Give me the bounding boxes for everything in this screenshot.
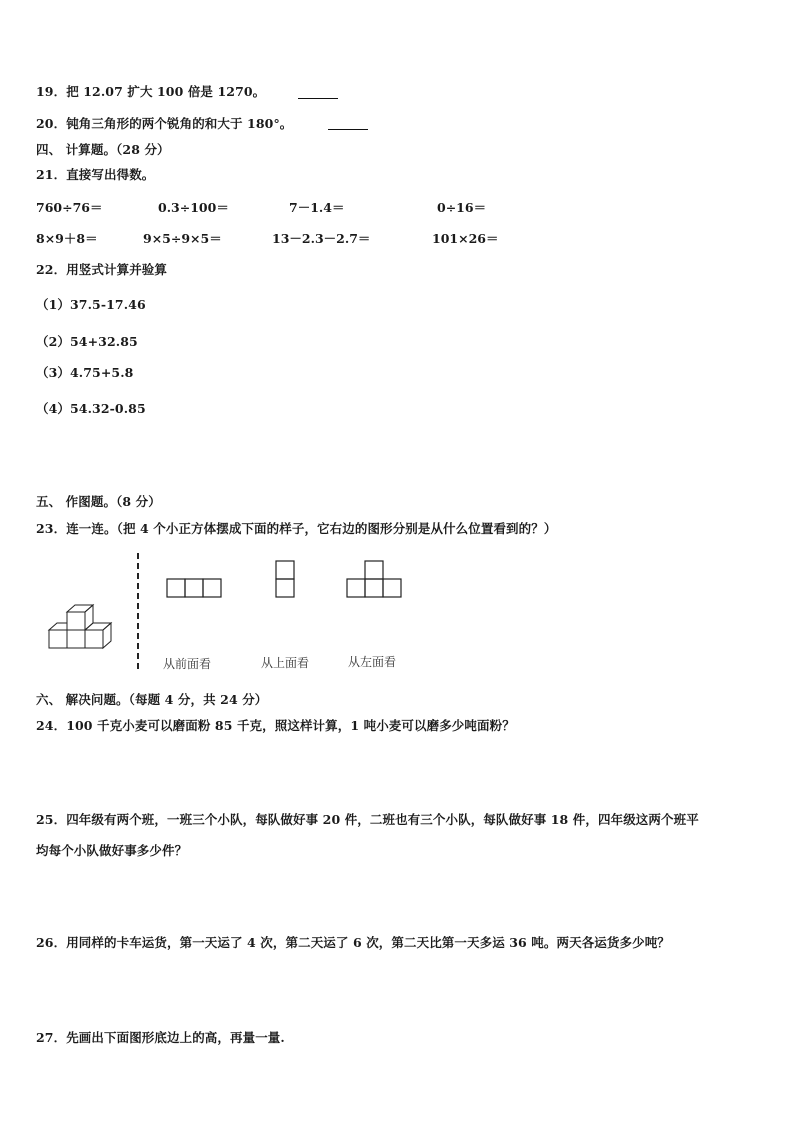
answer-blank-20[interactable] [328, 129, 368, 130]
cube-stack-figure [40, 595, 130, 665]
question-27: 27．先画出下面图形底边上的高，再量一量. [36, 1030, 285, 1045]
section-6-heading: 六、 解决问题。（每题 4 分，共 24 分） [36, 692, 268, 707]
calc-item: 13－2.3－2.7＝ [272, 231, 371, 246]
dashed-divider [136, 553, 140, 670]
calc-item: 8×9＋8＝ [36, 231, 98, 246]
vertical-calc-item: （3）4.75+5.8 [36, 365, 134, 380]
section-5-heading: 五、 作图题。（8 分） [36, 494, 161, 509]
question-23: 23．连一连。（把 4 个小正方体摆成下面的样子，它右边的图形分别是从什么位置看到的？） [36, 521, 557, 536]
calc-item: 101×26＝ [432, 231, 499, 246]
question-20: 20．钝角三角形的两个锐角的和大于 180°。 [36, 116, 293, 131]
calc-item: 0.3÷100＝ [158, 200, 229, 215]
calc-item: 0÷16＝ [437, 200, 487, 215]
view-left-shape [346, 560, 402, 598]
question-19: 19．把 12.07 扩大 100 倍是 1270。 [36, 84, 266, 99]
question-22: 22．用竖式计算并验算 [36, 262, 167, 277]
view-top-shape [275, 560, 295, 598]
view-front-shape [166, 578, 222, 598]
question-24: 24．100 千克小麦可以磨面粉 85 千克，照这样计算，1 吨小麦可以磨多少吨面粉？ [36, 718, 515, 733]
question-21: 21．直接写出得数。 [36, 167, 155, 182]
question-26: 26．用同样的卡车运货，第一天运了 4 次，第二天运了 6 次，第二天比第一天多运 36 吨。两天各运货多少吨？ [36, 935, 670, 950]
view-label-front: 从前面看 [163, 657, 212, 671]
vertical-calc-item: （4）54.32-0.85 [36, 401, 146, 416]
calc-item: 9×5÷9×5＝ [143, 231, 222, 246]
view-label-top: 从上面看 [261, 656, 310, 670]
vertical-calc-item: （1）37.5-17.46 [36, 297, 146, 312]
answer-blank-19[interactable] [298, 98, 338, 99]
calc-item: 760÷76＝ [36, 200, 103, 215]
question-25-line-2: 均每个小队做好事多少件？ [36, 843, 188, 858]
vertical-calc-item: （2）54+32.85 [36, 334, 138, 349]
question-25-line-1: 25．四年级有两个班，一班三个小队，每队做好事 20 件，二班也有三个小队，每队做好事 18 件，四年级这两个班平 [36, 812, 699, 827]
section-4-heading: 四、 计算题。（28 分） [36, 142, 170, 157]
view-label-left: 从左面看 [348, 655, 397, 669]
calc-item: 7－1.4＝ [289, 200, 345, 215]
